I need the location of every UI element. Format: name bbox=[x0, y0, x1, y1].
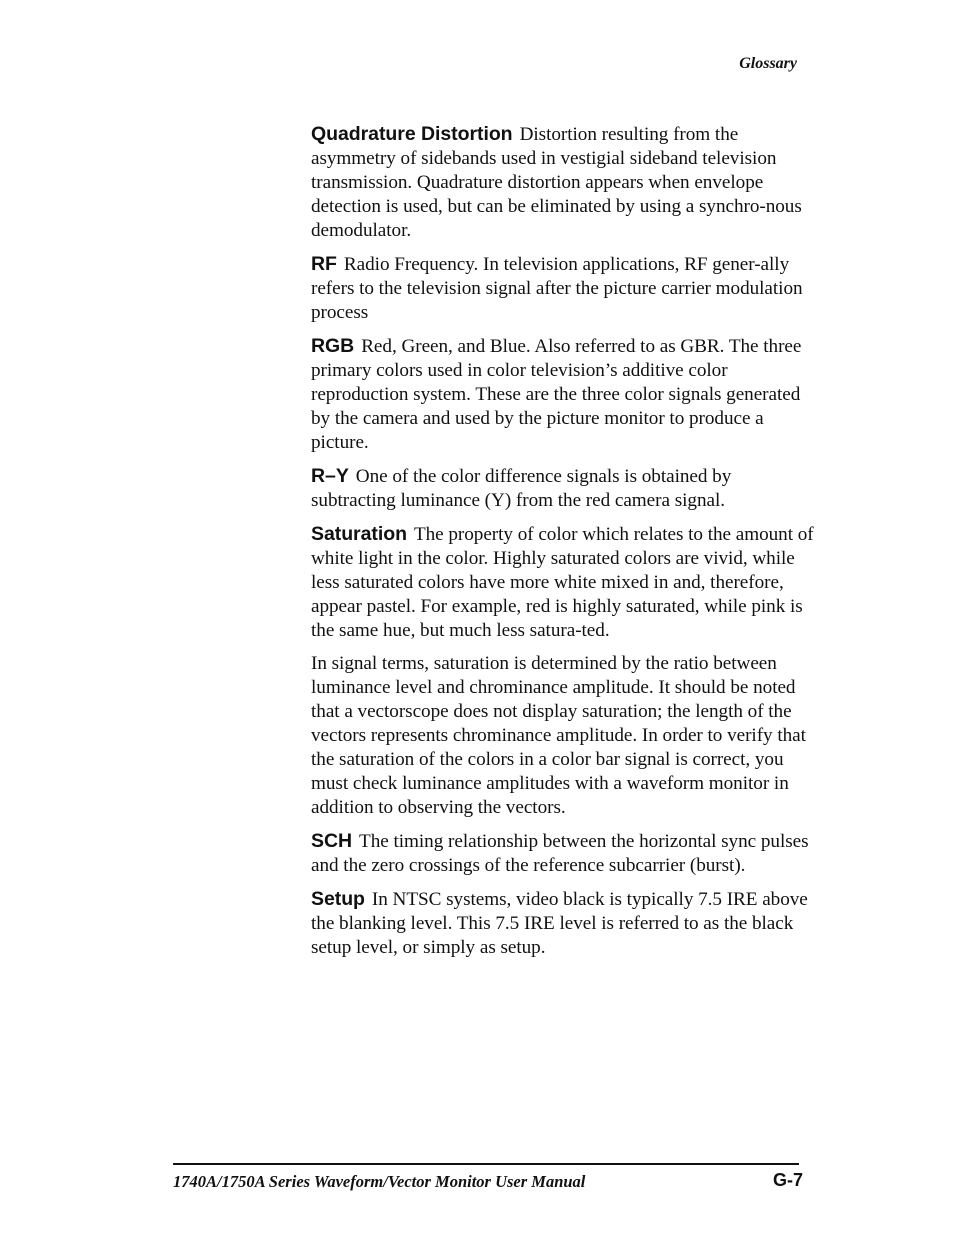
glossary-term: RGB bbox=[311, 335, 355, 357]
glossary-entry-rgb bbox=[311, 334, 816, 455]
glossary-term: Saturation bbox=[311, 523, 407, 545]
page-number: G-7 bbox=[772, 1170, 803, 1190]
glossary-term: Setup bbox=[311, 888, 365, 910]
footer-manual-title: 1740A/1750A Series Waveform/Vector Monitor User Manual bbox=[173, 1172, 586, 1191]
glossary-term: SCH bbox=[311, 830, 353, 852]
glossary-definition: One of the color difference signals is obtained by subtracting luminance (Y) from the red camera signal. bbox=[311, 466, 732, 511]
glossary-entry-sch bbox=[311, 829, 816, 878]
glossary-definition: Red, Green, and Blue. Also referred to as GBR. The three primary colors used in color television’s additive color reproduction system. These are the three color signals generated by the camera and used by the picture monitor to produce a picture. bbox=[311, 336, 802, 453]
glossary-entry-saturation-continued bbox=[311, 652, 816, 820]
glossary-content bbox=[311, 122, 816, 969]
glossary-definition: The timing relationship between the horizontal sync pulses and the zero crossings of the reference subcarrier (burst). bbox=[311, 831, 809, 876]
glossary-entry-r-y bbox=[311, 464, 816, 513]
running-head: Glossary bbox=[739, 55, 797, 72]
glossary-entry-setup bbox=[311, 887, 816, 960]
glossary-entry-rf bbox=[311, 252, 816, 325]
glossary-term: RF bbox=[311, 253, 337, 275]
glossary-entry-saturation bbox=[311, 522, 816, 643]
glossary-definition: Radio Frequency. In television applications, RF gener-ally refers to the television signal after the picture carrier modulation process bbox=[311, 254, 803, 323]
glossary-definition: In signal terms, saturation is determined by the ratio between luminance level and chrominance amplitude. It should be noted that a vectorscope does not display saturation; the length of the vectors represents chrominance amplitude. In order to verify that the saturation of the colors in a color bar signal is correct, you must check luminance amplitudes with a waveform monitor in addition to observing the vectors. bbox=[311, 653, 806, 818]
glossary-term: Quadrature Distortion bbox=[311, 123, 513, 145]
glossary-definition: In NTSC systems, video black is typically 7.5 IRE above the blanking level. This 7.5 IRE level is referred to as the black setup level, or simply as setup. bbox=[311, 889, 808, 958]
glossary-definition: Distortion resulting from the asymmetry of sidebands used in vestigial sideband television transmission. Quadrature distortion appears when envelope detection is used, but can be eliminated by using a synchro-nous demodulator. bbox=[311, 124, 802, 241]
glossary-entry-quadrature-distortion bbox=[311, 122, 816, 243]
footer-rule bbox=[173, 1163, 799, 1165]
glossary-definition: The property of color which relates to the amount of white light in the color. Highly saturated colors are vivid, while less saturated colors have more white mixed in and, therefore, appear pastel. For example, red is highly saturated, while pink is the same hue, but much less satura-ted. bbox=[311, 524, 814, 641]
glossary-term: R–Y bbox=[311, 465, 349, 487]
